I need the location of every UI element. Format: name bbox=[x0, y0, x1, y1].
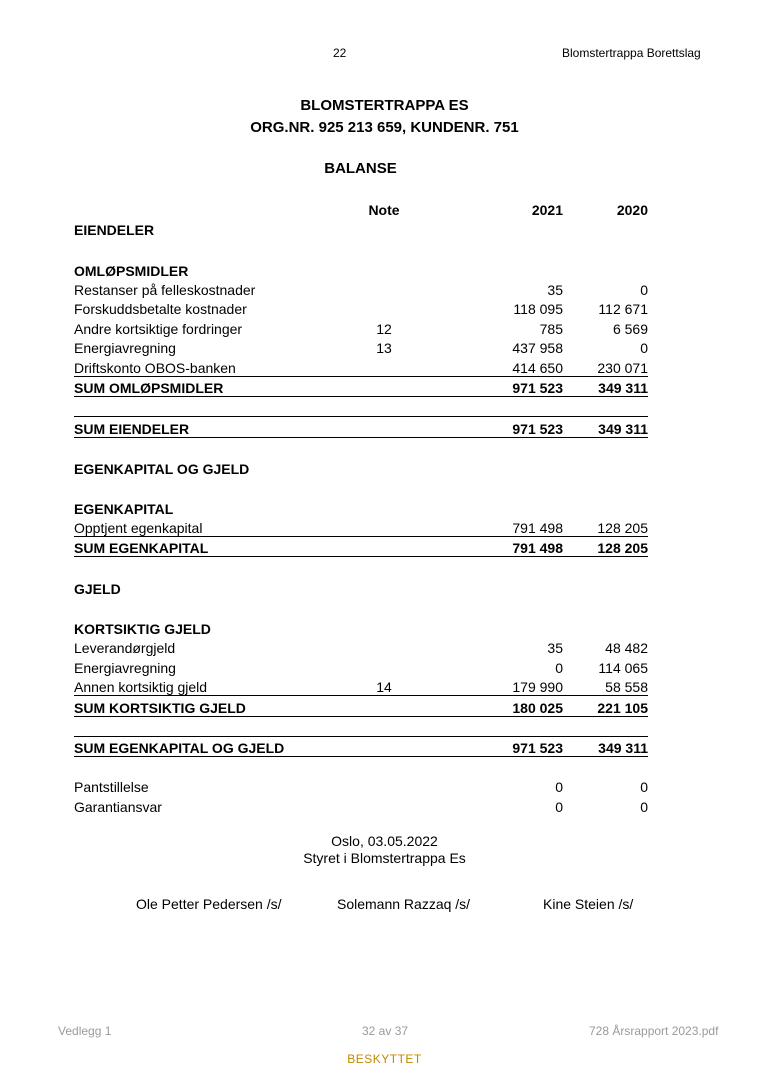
note-column-header: Note bbox=[368, 202, 400, 218]
footer-page-count: 32 av 37 bbox=[362, 1024, 409, 1038]
org-number: ORG.NR. 925 213 659, KUNDENR. 751 bbox=[250, 119, 519, 136]
balance-row: Opptjent egenkapital 791 498 128 205 bbox=[74, 520, 648, 536]
balance-row: Driftskonto OBOS-banken 414 650 230 071 bbox=[74, 360, 648, 376]
balance-row: Annen kortsiktig gjeld 14 179 990 58 558 bbox=[74, 679, 648, 695]
signer: Kine Steien /s/ bbox=[543, 896, 634, 912]
column-headers bbox=[74, 200, 648, 220]
company-name: BLOMSTERTRAPPA ES bbox=[300, 97, 469, 114]
footer-filename: 728 Årsrapport 2023.pdf bbox=[589, 1024, 719, 1038]
section-heading: OMLØPSMIDLER bbox=[74, 263, 189, 279]
signer: Ole Petter Pedersen /s/ bbox=[136, 896, 282, 912]
sum-row: SUM KORTSIKTIG GJELD 180 025 221 105 bbox=[74, 700, 648, 716]
footer-attachment: Vedlegg 1 bbox=[58, 1024, 112, 1038]
balance-row: Andre kortsiktige fordringer 12 785 6 569 bbox=[74, 321, 648, 337]
balance-row: Energiavregning 0 114 065 bbox=[74, 660, 648, 676]
place-date: Oslo, 03.05.2022 bbox=[331, 833, 438, 849]
year-2021-header: 2021 bbox=[531, 202, 563, 218]
section-heading: KORTSIKTIG GJELD bbox=[74, 621, 211, 637]
section-heading: EGENKAPITAL bbox=[74, 501, 174, 517]
sum-row: SUM EIENDELER 971 523 349 311 bbox=[74, 421, 648, 437]
divider bbox=[74, 536, 648, 537]
balance-title: BALANSE bbox=[324, 160, 397, 177]
year-2020-header: 2020 bbox=[616, 202, 648, 218]
balance-row: Forskuddsbetalte kostnader 118 095 112 671 bbox=[74, 301, 648, 317]
org-name-header: Blomstertrappa Borettslag bbox=[562, 46, 701, 60]
section-heading: GJELD bbox=[74, 581, 121, 597]
divider bbox=[74, 695, 648, 696]
sum-row: SUM EGENKAPITAL OG GJELD 971 523 349 311 bbox=[74, 740, 648, 756]
balance-row: Restanser på felleskostnader 35 0 bbox=[74, 282, 648, 298]
divider bbox=[74, 416, 648, 417]
balance-row: Energiavregning 13 437 958 0 bbox=[74, 340, 648, 356]
divider bbox=[74, 736, 648, 737]
divider bbox=[74, 716, 648, 717]
divider bbox=[74, 396, 648, 397]
balance-row: Leverandørgjeld 35 48 482 bbox=[74, 640, 648, 656]
balance-row: Pantstillelse 0 0 bbox=[74, 779, 648, 795]
page-number: 22 bbox=[333, 46, 347, 60]
divider bbox=[74, 756, 648, 757]
section-heading: EGENKAPITAL OG GJELD bbox=[74, 461, 250, 477]
protected-stamp: BESKYTTET bbox=[347, 1052, 422, 1066]
signer: Solemann Razzaq /s/ bbox=[337, 896, 471, 912]
divider bbox=[74, 376, 648, 377]
sum-row: SUM OMLØPSMIDLER 971 523 349 311 bbox=[74, 380, 648, 396]
divider bbox=[74, 437, 648, 438]
section-heading: EIENDELER bbox=[74, 222, 155, 238]
sum-row: SUM EGENKAPITAL 791 498 128 205 bbox=[74, 540, 648, 556]
balance-row: Garantiansvar 0 0 bbox=[74, 799, 648, 815]
board-name: Styret i Blomstertrappa Es bbox=[303, 850, 466, 866]
divider bbox=[74, 556, 648, 557]
